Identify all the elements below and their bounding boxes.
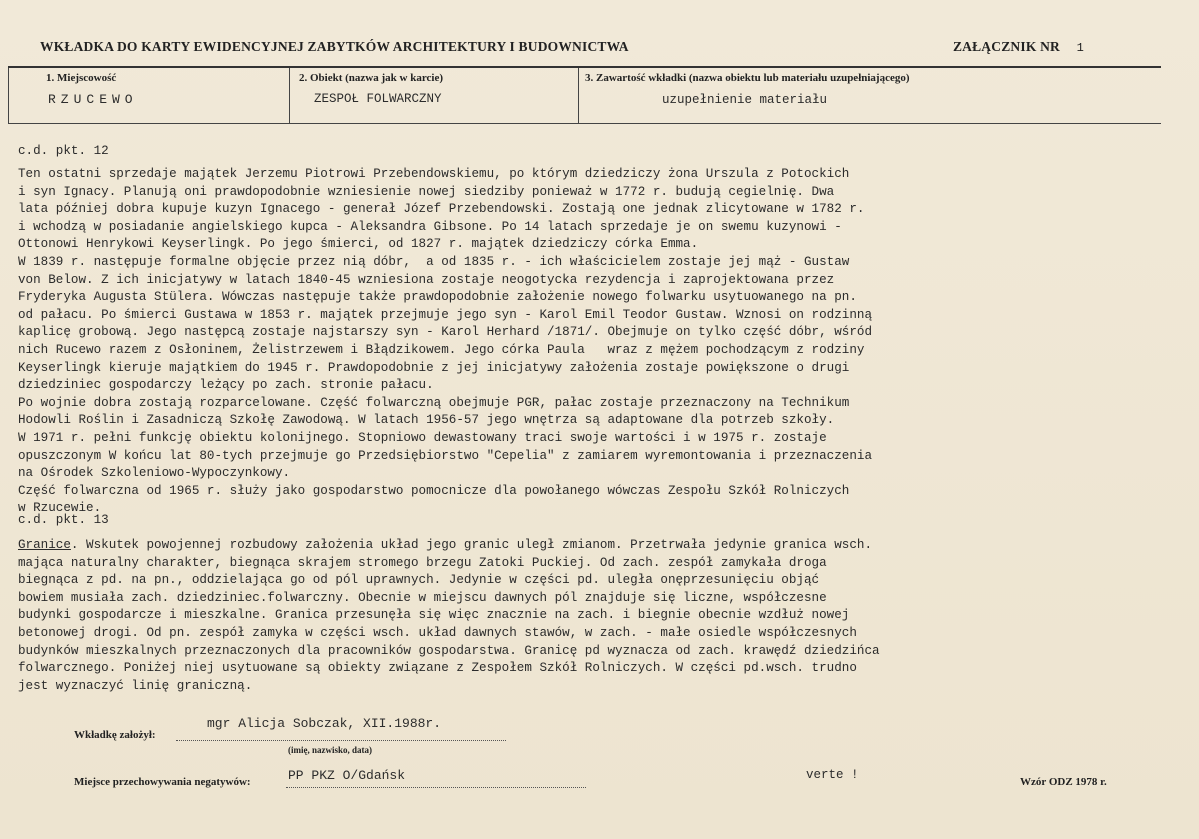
verte-note: verte !: [806, 768, 859, 782]
text-line: od pałacu. Po śmierci Gustawa w 1853 r. majątek przejmuje jego syn - Karol Emil Teodor Gustaw. Wznosi on rodzinną: [18, 307, 872, 322]
text-line: Hodowli Roślin i Zasadniczą Szkołę Zawodową. W latach 1956-57 jego wnętrza są adaptowane dla potrzeb szkoły.: [18, 413, 835, 428]
field-divider-2: [578, 68, 579, 124]
form-title: WKŁADKA DO KARTY EWIDENCYJNEJ ZABYTKÓW ARCHITEKTURY I BUDOWNICTWA: [40, 39, 629, 54]
text-line: W 1971 r. pełni funkcję obiektu kolonijnego. Stopniowo dewastowany traci swoje wartości i w 1975 r. zostaje: [18, 430, 827, 445]
text-line: Fryderyka Augusta Stülera. Wówczas następuje także prawdopodobnie założenie nowego folwarku usytuowanego na pn.: [18, 290, 857, 305]
text-line: Ten ostatni sprzedaje majątek Jerzemu Piotrowi Przebendowskiemu, po którym dziedziczy żona Urszula z Potockich: [18, 167, 850, 181]
text-line: budynki gospodarcze i mieszkalne. Granica przesunęła się więc znacznie na zach. i biegnie obecnie wzdłuż nowej: [18, 608, 850, 623]
storage-dotted-line: [286, 787, 586, 788]
text-line: opuszczonym W końcu lat 80-tych przejmuje go Przedsiębiorstwo "Cepelia" z zamiarem wyremontowania i przeznaczenia: [18, 448, 872, 463]
text-line: W 1839 r. następuje formalne objęcie przez nią dóbr, a od 1835 r. - ich właścicielem zostaje jej mąż - Gustaw: [18, 254, 850, 269]
field-2-value: ZESPOŁ FOLWARCZNY: [314, 92, 442, 106]
founder-hint: (imię, nazwisko, data): [288, 745, 372, 755]
text-line: Ottonowi Henrykowi Keyserlingk. Po jego śmierci, od 1827 r. majątek dziedziczy córka Emma.: [18, 237, 699, 252]
field-1-value: RZUCEWO: [48, 92, 138, 107]
storage-value: PP PKZ O/Gdańsk: [288, 768, 406, 783]
text-line: nich Rucewo razem z Osłoninem, Żelistrzewem i Błądzikowem. Jego córka Paula wraz z mężem pochodzącym z rodziny: [18, 342, 865, 357]
text-line: i wchodzą w posiadanie angielskiego kupca - Aleksandra Gibsone. Po 14 latach sprzedaje je on swemu kuzynowi -: [18, 219, 842, 234]
field-divider-1: [289, 68, 290, 124]
text-line: dziedziniec gospodarczy leżący po zach. stronie pałacu.: [18, 378, 434, 393]
annex-label: ZAŁĄCZNIK NR: [952, 39, 1060, 54]
field-3-label: 3. Zawartość wkładki (nazwa obiektu lub materiału uzupełniającego): [585, 72, 910, 84]
field-2-label: 2. Obiekt (nazwa jak w karcie): [299, 72, 444, 84]
section-12-heading: c.d. pkt. 12: [18, 144, 109, 158]
storage-label: Miejsce przechowywania negatywów:: [74, 776, 251, 788]
section-13-text: [18, 537, 1178, 695]
text-line: biegnąca z pd. na pn., oddzielająca go od pól uprawnych. Jedynie w części pd. uległa onęprzesunięciu objąć: [18, 573, 820, 588]
section-12-text: [18, 166, 1178, 518]
header-rule: [8, 66, 1161, 68]
text-line: [18, 537, 1178, 555]
text-line: Keyserlingk kieruje majątkiem do 1945 r. Prawdopodobnie z jej inicjatywy założenia zostaje powiększone o drugi: [18, 360, 850, 375]
text-line: mająca naturalny charakter, biegnąca skrajem stromego brzegu Zatoki Puckiej. Od zach. zespół zamykała droga: [18, 555, 827, 570]
text-line: bowiem musiała zach. dziedziniec.folwarczny. Obecnie w miejscu dawnych pól znajduje się liczne, współczesne: [18, 590, 827, 605]
text-line-rest: . Wskutek powojennej rozbudowy założenia układ jego granic uległ zmianom. Przetrwała jedynie granica wsch.: [70, 538, 872, 552]
text-line: folwarcznego. Poniżej niej usytuowane są obiekty związane z Zespołem Szkół Rolniczych. W części pd.wsch. trudno: [18, 661, 857, 676]
founder-value: mgr Alicja Sobczak, XII.1988r.: [207, 716, 442, 731]
field-border-left: [8, 68, 9, 124]
form-number: Wzór ODZ 1978 r.: [1020, 776, 1107, 788]
section-13-heading: c.d. pkt. 13: [18, 513, 109, 527]
text-line: budynków mieszkalnych przeznaczonych dla pracowników gospodarstwa. Granicę pd wyznacza od zach. krawędź dziedzińca: [18, 643, 880, 658]
text-line: na Ośrodek Szkoleniowo-Wypoczynkowy.: [18, 466, 291, 481]
field-bottom-rule: [8, 123, 1161, 124]
text-line: w Rzucewie.: [18, 501, 102, 516]
founder-label: Wkładkę założył:: [74, 729, 156, 741]
text-line: jest wyznaczyć linię graniczną.: [18, 678, 253, 693]
field-1-label: 1. Miejscowość: [46, 72, 117, 84]
founder-dotted-line: [176, 740, 506, 741]
text-line: von Below. Z ich inicjatywy w latach 1840-45 wzniesiona zostaje neogotycka rezydencja i zaprojektowana przez: [18, 272, 835, 287]
field-3-value: uzupełnienie materiału: [662, 93, 828, 107]
text-line: lata później dobra kupuje kuzyn Ignacego - generał Józef Przebendowski. Zostają one jednak zlicytowane w 1782 r.: [18, 202, 865, 217]
text-line: Część folwarczna od 1965 r. służy jako gospodarstwo pomocnicze dla powołanego wówczas Zespołu Szkół Rolniczych: [18, 483, 850, 498]
text-line: kaplicę grobową. Jego następcą zostaje najstarszy syn - Karol Herhard /1871/. Obejmuje on tylko część dóbr, wśród: [18, 325, 872, 340]
text-line: betonowej drogi. Od pn. zespół zamyka w części wsch. układ dawnych stawów, w zach. - małe osiedle współczesnych: [18, 625, 857, 640]
text-line: Po wojnie dobra zostają rozparcelowane. Część folwarczną obejmuje PGR, pałac zostaje przeznaczony na Technikum: [18, 395, 850, 410]
text-line: i syn Ignacy. Planują oni prawdopodobnie wzniesienie nowej siedziby ponieważ w 1772 r. budują cegielnię. Dwa: [18, 184, 835, 199]
annex-number: 1: [1076, 41, 1084, 55]
borders-keyword: Granice: [18, 538, 71, 552]
